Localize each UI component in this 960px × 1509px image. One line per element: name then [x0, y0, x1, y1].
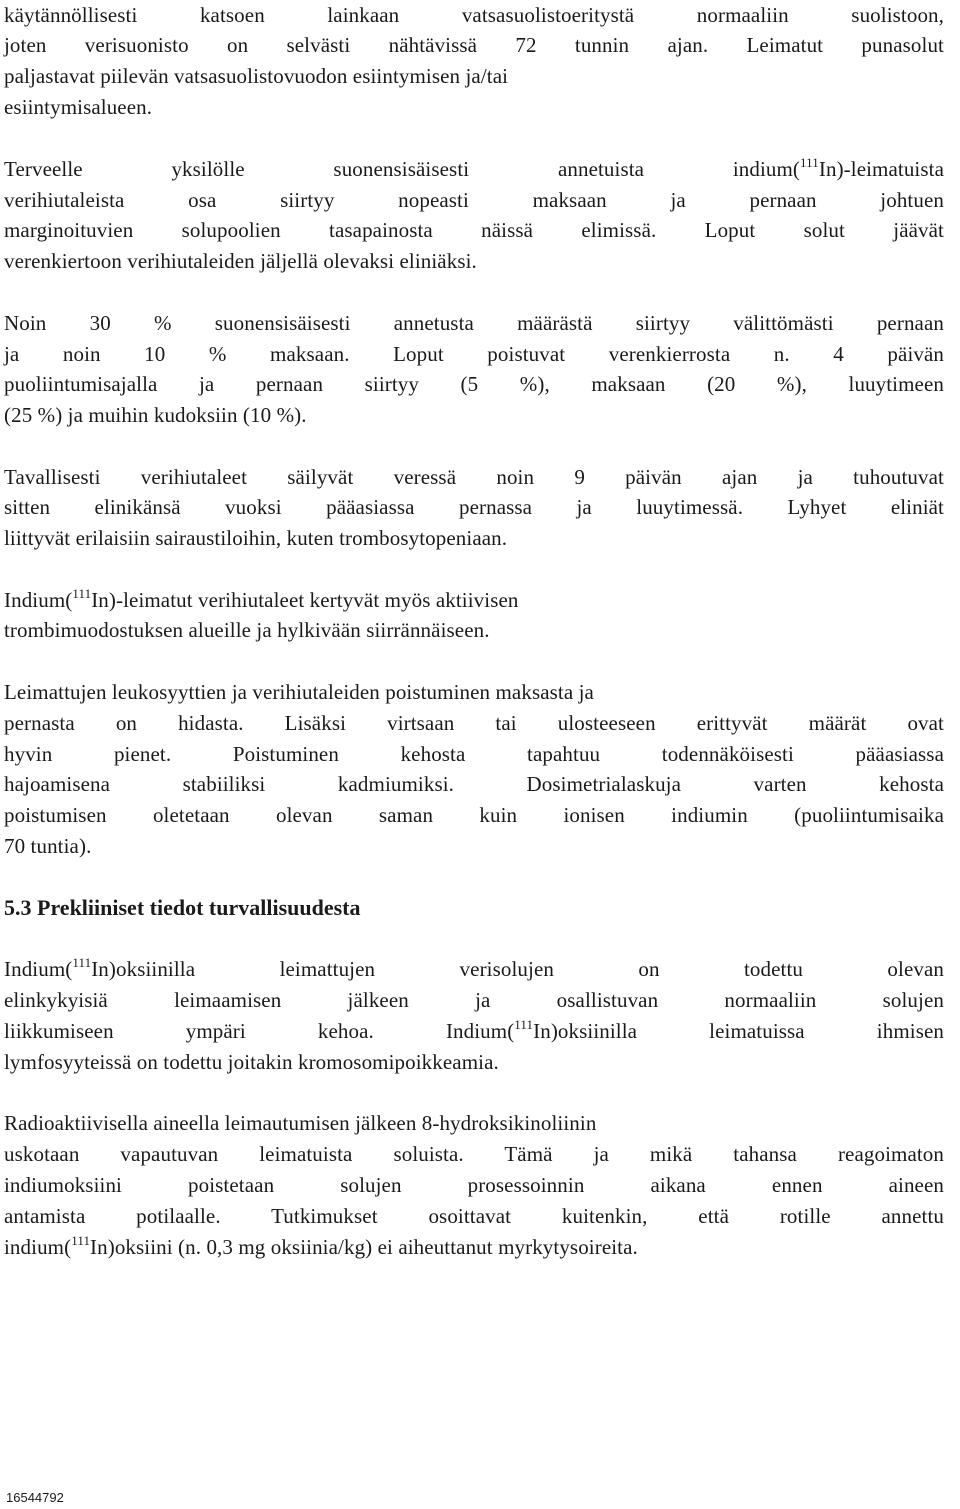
paragraph-5-line-4: poistumisen oletetaan olevan saman kuin ionisen indiumin (puoliintumisaika [4, 803, 944, 827]
isotope-superscript: 111 [71, 1233, 91, 1248]
paragraph-0-line-3: esiintymisalueen. [4, 95, 153, 119]
paragraph-5-line-5: 70 tuntia). [4, 834, 92, 858]
text-run: In)-leimatut verihiutaleet kertyvät myös aktiivisen [91, 588, 519, 612]
paragraph-6-line-3: lymfosyyteissä on todettu joitakin kromosomipoikkeamia. [4, 1050, 499, 1074]
paragraph-2-line-1: ja noin 10 % maksaan. Loput poistuvat verenkierrosta n. 4 päivän [4, 342, 944, 366]
paragraph-5-line-0: Leimattujen leukosyyttien ja verihiutaleiden poistuminen maksasta ja [4, 680, 594, 704]
paragraph-2-line-0: Noin 30 % suonensisäisesti annetusta määrästä siirtyy välittömästi pernaan [4, 311, 944, 335]
paragraph-6-line-0 [4, 954, 944, 984]
paragraph-5-line-1: pernasta on hidasta. Lisäksi virtsaan tai ulosteeseen erittyvät määrät ovat [4, 711, 944, 735]
paragraph-3-line-1: sitten elinikänsä vuoksi pääasiassa pernassa ja luuytimessä. Lyhyet eliniät [4, 495, 944, 519]
text-run: In)oksiinilla leimattujen verisolujen on todettu olevan [91, 957, 944, 981]
document-code: 16544792 [6, 1490, 64, 1505]
paragraph-0-line-1: joten verisuonisto on selvästi nähtävissä 72 tunnin ajan. Leimatut punasolut [4, 33, 944, 57]
paragraph-5-line-2: hyvin pienet. Poistuminen kehosta tapahtuu todennäköisesti pääasiassa [4, 742, 944, 766]
text-run: In)oksiinilla leimatuissa ihmisen [533, 1019, 944, 1043]
text-run: In)oksiini (n. 0,3 mg oksiinia/kg) ei aiheuttanut myrkytysoireita. [90, 1235, 638, 1259]
paragraph-7-line-2: indiumoksiini poistetaan solujen prosessoinnin aikana ennen aineen [4, 1173, 944, 1197]
isotope-superscript: 111 [72, 586, 92, 601]
paragraph-1-line-3: verenkiertoon verihiutaleiden jäljellä olevaksi eliniäksi. [4, 249, 477, 273]
isotope-superscript: 111 [514, 1017, 534, 1032]
isotope-superscript: 111 [72, 955, 92, 970]
text-run: Indium( [4, 957, 73, 981]
paragraph-4-line-1: trombimuodostuksen alueille ja hylkivään siirrännäiseen. [4, 618, 490, 642]
isotope-superscript: 111 [800, 155, 819, 170]
paragraph-0-line-0: käytännöllisesti katsoen lainkaan vatsasuolistoeritystä normaaliin suolistoon, [4, 3, 944, 27]
text-run: liikkumiseen ympäri kehoa. Indium( [4, 1019, 515, 1043]
text-run: In)-leimatuista [818, 157, 944, 181]
paragraph-5-line-3: hajoamisena stabiiliksi kadmiumiksi. Dosimetrialaskuja varten kehosta [4, 772, 944, 796]
paragraph-2-line-2: puoliintumisajalla ja pernaan siirtyy (5 %), maksaan (20 %), luuytimeen [4, 372, 944, 396]
paragraph-7-line-1: uskotaan vapautuvan leimatuista soluista. Tämä ja mikä tahansa reagoimaton [4, 1142, 944, 1166]
paragraph-3-line-0: Tavallisesti verihiutaleet säilyvät veressä noin 9 päivän ajan ja tuhoutuvat [4, 465, 944, 489]
paragraph-4-line-0 [4, 585, 944, 615]
paragraph-7-line-0: Radioaktiivisella aineella leimautumisen jälkeen 8-hydroksikinoliinin [4, 1111, 597, 1135]
text-run: Indium( [4, 588, 73, 612]
paragraph-6-line-1: elinkykyisiä leimaamisen jälkeen ja osallistuvan normaaliin solujen [4, 988, 944, 1012]
paragraph-2-line-3: (25 %) ja muihin kudoksiin (10 %). [4, 403, 307, 427]
paragraph-0-line-2: paljastavat piilevän vatsasuolistovuodon esiintymisen ja/tai [4, 64, 509, 88]
paragraph-3-line-2: liittyvät erilaisiin sairaustiloihin, kuten trombosytopeniaan. [4, 526, 508, 550]
paragraph-1-line-2: marginoituvien solupoolien tasapainosta näissä elimissä. Loput solut jäävät [4, 218, 944, 242]
paragraph-7-line-4 [4, 1232, 944, 1262]
text-run: indium( [4, 1235, 72, 1259]
paragraph-6-line-2 [4, 1016, 944, 1046]
paragraph-7-line-3: antamista potilaalle. Tutkimukset osoittavat kuitenkin, että rotille annettu [4, 1204, 944, 1228]
paragraph-1-line-0 [4, 154, 944, 184]
text-run: Terveelle yksilölle suonensisäisesti annetuista indium( [4, 157, 801, 181]
section-heading: 5.3 Prekliiniset tiedot turvallisuudesta [4, 895, 361, 920]
paragraph-1-line-1: verihiutaleista osa siirtyy nopeasti maksaan ja pernaan johtuen [4, 188, 944, 212]
